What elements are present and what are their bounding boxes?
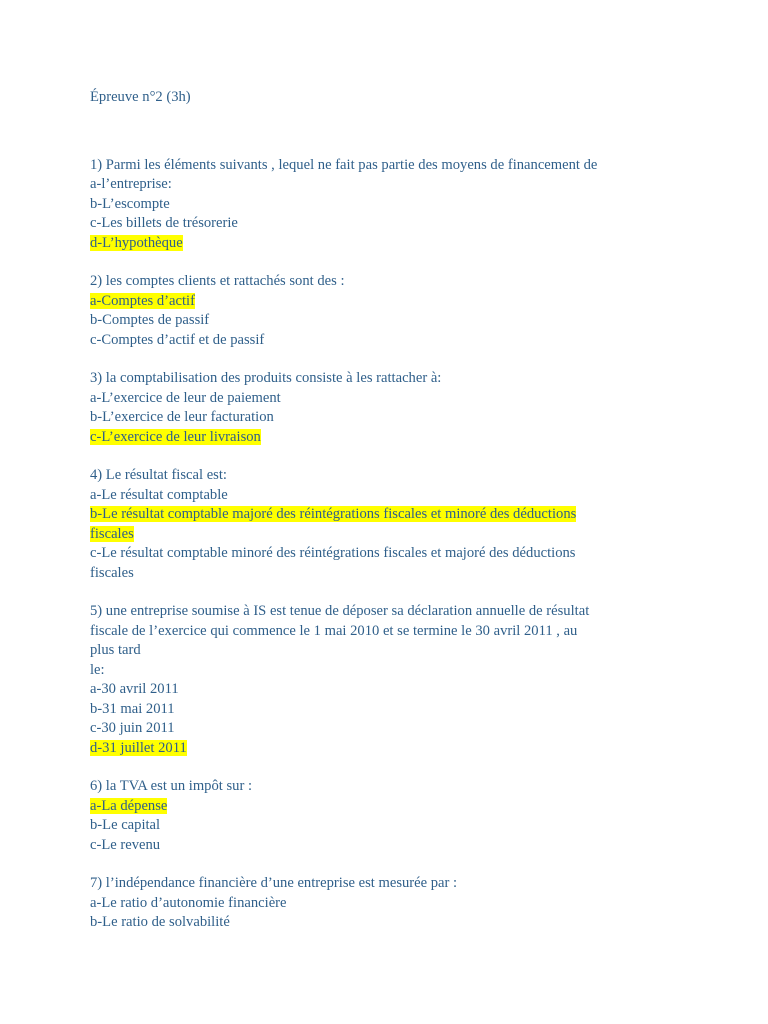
- question-block: [90, 466, 690, 583]
- answer-option: [90, 408, 690, 428]
- question-block: [90, 369, 690, 447]
- answer-option: [90, 816, 690, 836]
- answer-option: [90, 214, 690, 234]
- line-text: 7) l’indépendance financière d’une entreprise est mesurée par :: [90, 875, 458, 891]
- answer-option: [90, 311, 690, 331]
- answer-option: [90, 797, 690, 817]
- line-text: b-L’escompte: [90, 195, 170, 212]
- question-text: [90, 272, 690, 292]
- line-text: a-l’entreprise:: [90, 176, 172, 192]
- line-text: c-Les billets de trésorerie: [90, 215, 238, 231]
- answer-option: [90, 544, 690, 564]
- line-text: b-31 mai 2011: [90, 700, 175, 717]
- highlighted-text: b-Le résultat comptable majoré des réintégrations fiscales et minoré des déductions: [90, 506, 577, 522]
- question-text: [90, 466, 690, 486]
- answer-option: [90, 641, 690, 661]
- line-text: 1) Parmi les éléments suivants , lequel ne fait pas partie des moyens de financement de: [90, 156, 598, 173]
- highlighted-text: d-L’hypothèque: [90, 234, 183, 251]
- line-text: 5) une entreprise soumise à IS est tenue de déposer sa déclaration annuelle de résultat: [90, 603, 590, 619]
- line-text: b-Le ratio de solvabilité: [90, 914, 230, 930]
- line-text: a-Le résultat comptable: [90, 486, 228, 503]
- answer-option: [90, 836, 690, 856]
- line-text: c-Le revenu: [90, 836, 161, 853]
- answer-option: [90, 661, 690, 681]
- line-text: fiscale de l’exercice qui commence le 1 mai 2010 et se termine le 30 avril 2011 , au: [90, 622, 578, 639]
- answer-option: [90, 331, 690, 351]
- question-block: [90, 156, 690, 254]
- line-text: fiscales: [90, 564, 134, 581]
- answer-option: [90, 292, 690, 312]
- question-block: [90, 272, 690, 350]
- question-block: [90, 602, 690, 758]
- question-text: [90, 156, 690, 176]
- answer-option: [90, 680, 690, 700]
- line-text: c-Le résultat comptable minoré des réintégrations fiscales et majoré des déductions: [90, 545, 576, 561]
- line-text: a-30 avril 2011: [90, 681, 179, 697]
- line-text: 3) la comptabilisation des produits consiste à les rattacher à:: [90, 370, 442, 386]
- line-text: a-L’exercice de leur de paiement: [90, 389, 281, 406]
- answer-option: [90, 175, 690, 195]
- answer-option: [90, 505, 690, 525]
- line-text: a-Le ratio d’autonomie financière: [90, 894, 287, 911]
- question-block: [90, 874, 690, 933]
- answer-option: [90, 719, 690, 739]
- question-text: [90, 369, 690, 389]
- document-page: [90, 88, 690, 952]
- line-text: b-Le capital: [90, 817, 161, 833]
- answer-option: [90, 195, 690, 215]
- line-text: plus tard: [90, 642, 141, 658]
- answer-option: [90, 622, 690, 642]
- answer-option: [90, 894, 690, 914]
- answer-option: [90, 486, 690, 506]
- answer-option: [90, 389, 690, 409]
- line-text: 2) les comptes clients et rattachés sont des :: [90, 273, 345, 289]
- line-text: b-Comptes de passif: [90, 312, 210, 328]
- answer-option: [90, 700, 690, 720]
- answer-option: [90, 234, 690, 254]
- line-text: le:: [90, 661, 105, 678]
- line-text: c-Comptes d’actif et de passif: [90, 331, 265, 348]
- answer-option: [90, 913, 690, 933]
- answer-option: [90, 525, 690, 545]
- answer-option: [90, 739, 690, 759]
- question-text: [90, 874, 690, 894]
- highlighted-text: a-Comptes d’actif: [90, 292, 195, 309]
- line-text: b-L’exercice de leur facturation: [90, 409, 274, 425]
- question-text: [90, 602, 690, 622]
- exam-title: Épreuve n°2 (3h): [90, 89, 191, 105]
- highlighted-text: a-La dépense: [90, 797, 168, 814]
- line-text: c-30 juin 2011: [90, 720, 175, 736]
- answer-option: [90, 564, 690, 584]
- question-list: [90, 156, 690, 933]
- line-text: 6) la TVA est un impôt sur :: [90, 778, 253, 794]
- highlighted-text: d-31 juillet 2011: [90, 739, 187, 756]
- question-text: [90, 777, 690, 797]
- answer-option: [90, 428, 690, 448]
- highlighted-text: c-L’exercice de leur livraison: [90, 428, 261, 445]
- line-text: 4) Le résultat fiscal est:: [90, 467, 227, 483]
- highlighted-text: fiscales: [90, 525, 134, 542]
- question-block: [90, 777, 690, 855]
